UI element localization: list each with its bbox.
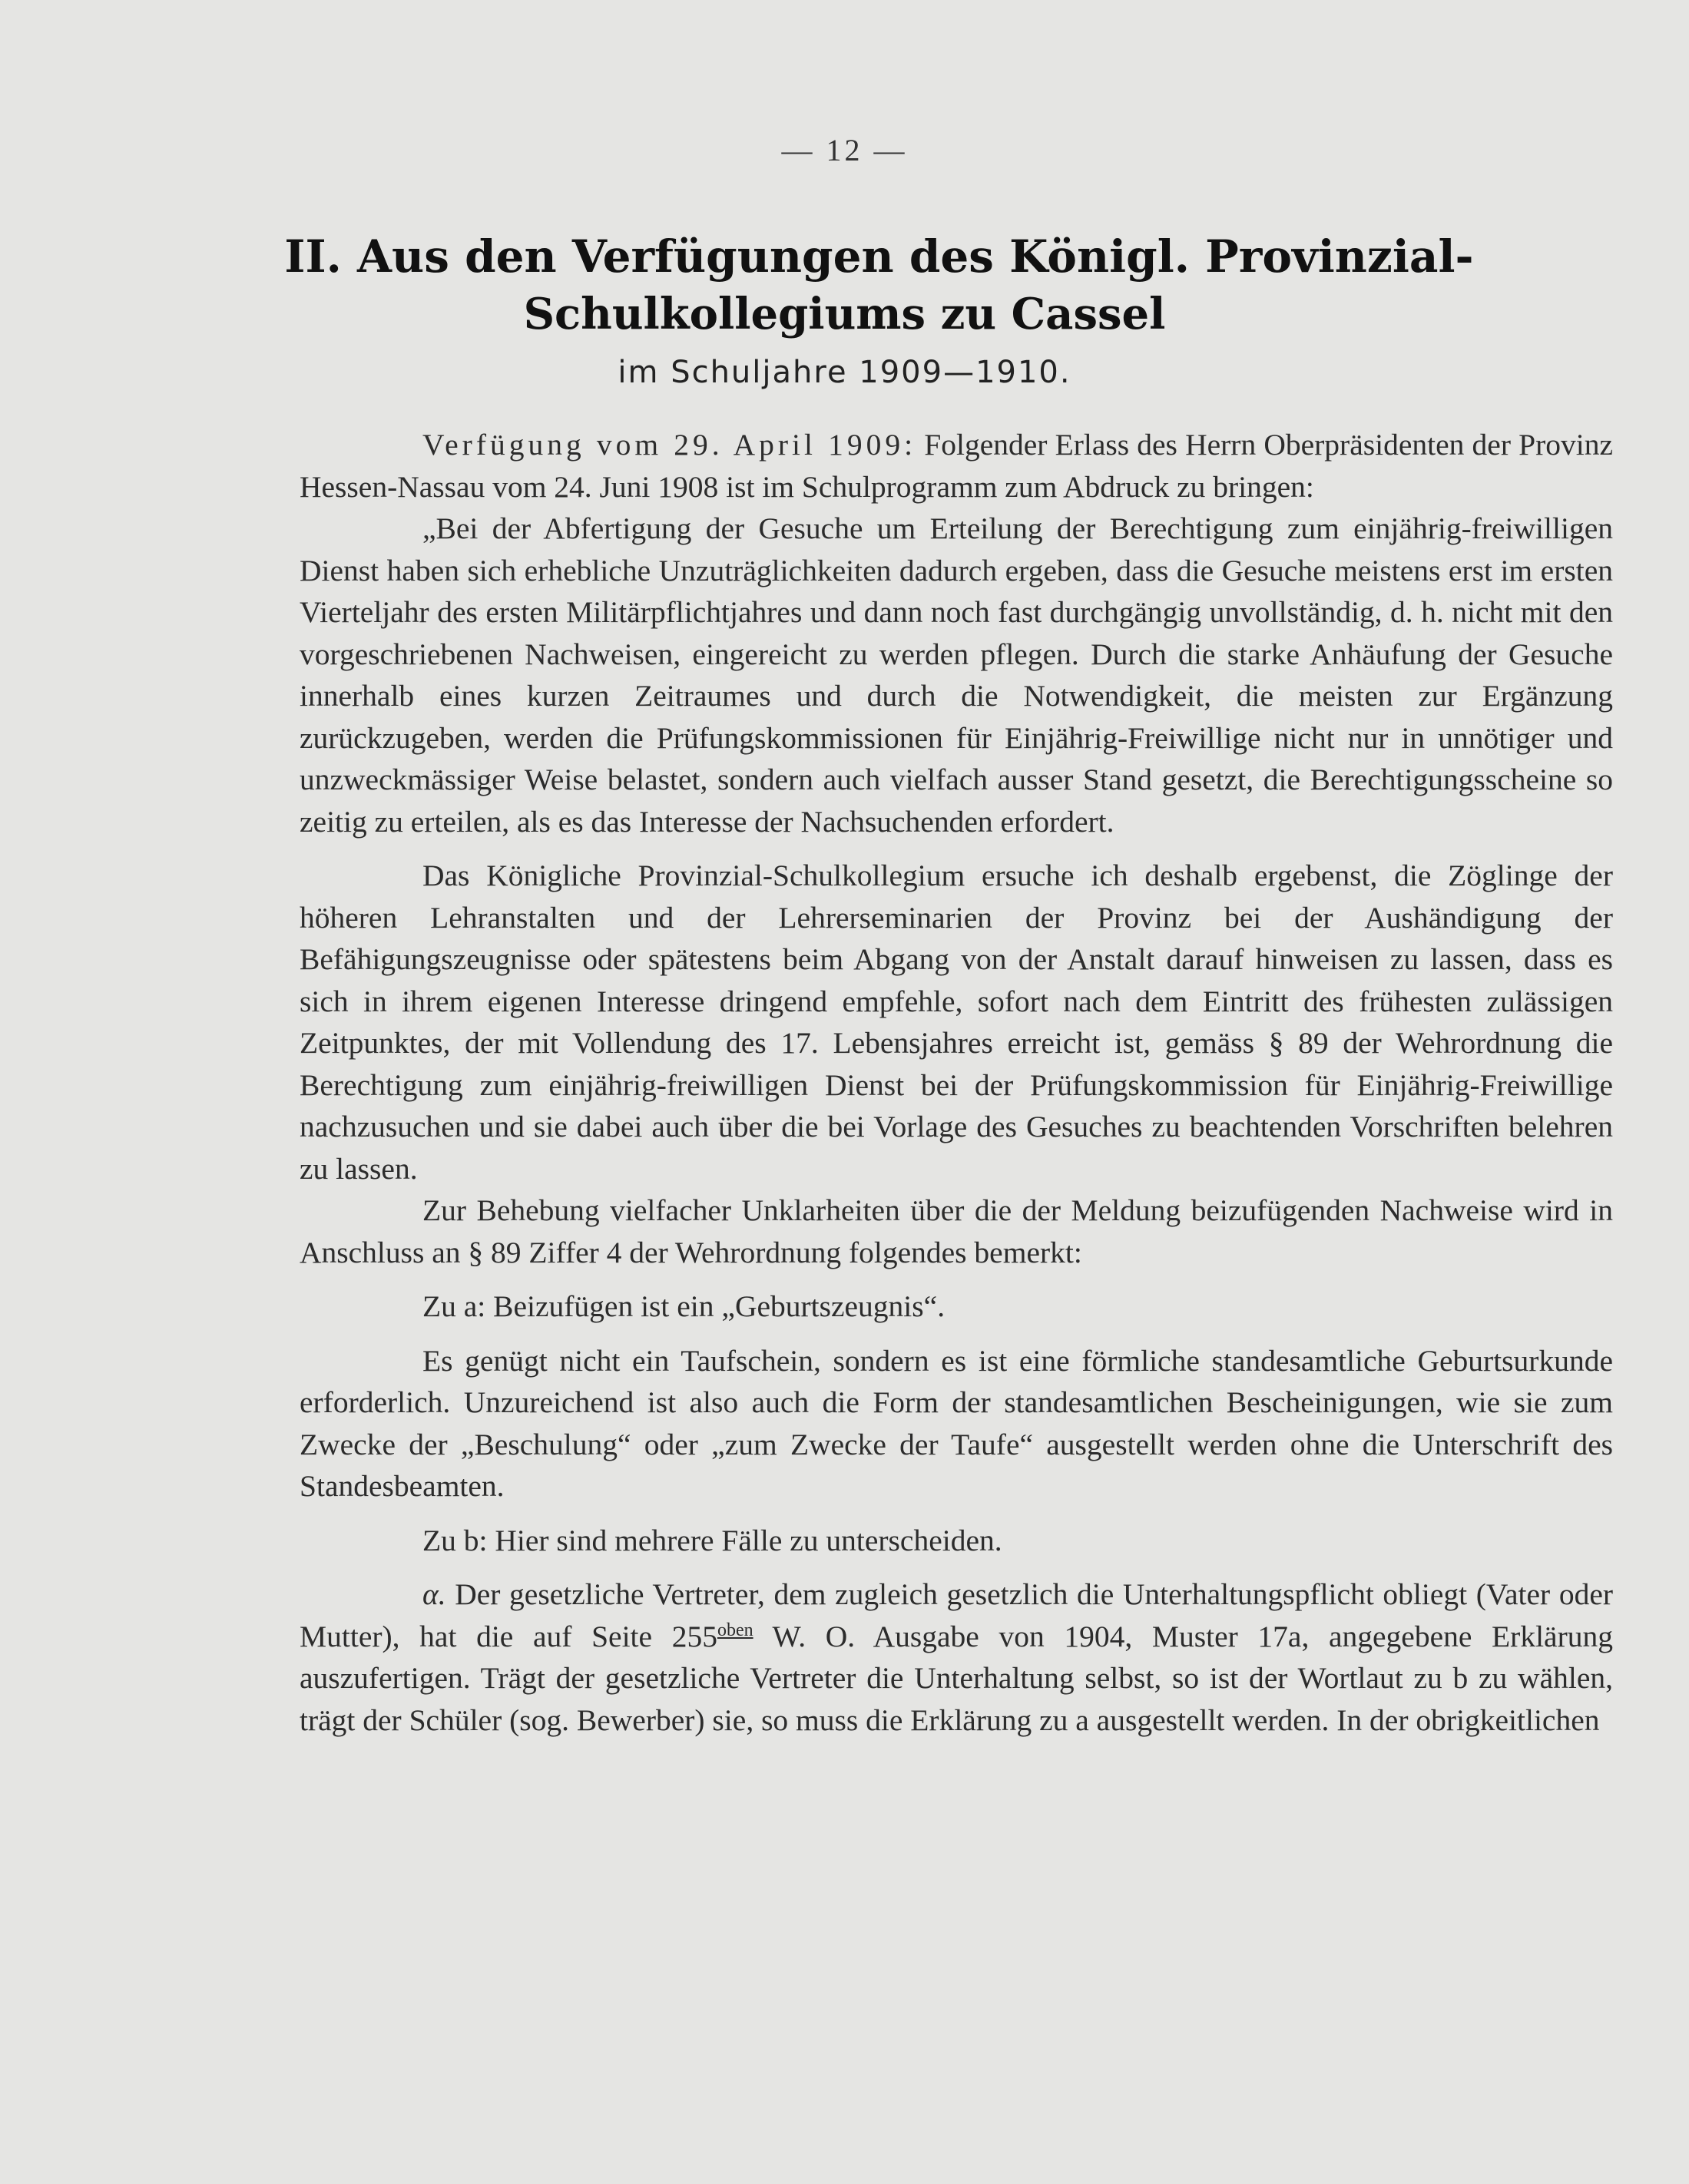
paragraph-zu-b: Zu b: Hier sind mehrere Fälle zu unterscheiden. (422, 1523, 1002, 1557)
superscript-oben: oben (717, 1620, 753, 1640)
paragraph-quote-1: „Bei der Abfertigung der Gesuche um Erteilung der Berechtigung zum einjährig-freiwilligen Dienst haben sich erhebliche Unzuträglichkeiten dadurch ergeben, dass die Gesuche meistens erst im ersten Vierteljahr des ersten Militärpflichtjahres und dann noch fast durchgängig unvollständig, d. h. nicht mit den vorgeschriebenen Nachweisen, eingereicht zu werden pflegen. Durch die starke Anhäufung der Gesuche innerhalb eines kurzen Zeitraumes und durch die Notwendigkeit, die meisten zur Ergänzung zurückzugeben, werden die Prüfungskommissionen für Einjährig-Freiwillige nicht nur in unnötiger und unzweckmässiger Weise belastet, sondern auch vielfach ausser Stand gesetzt, die Berechtigungsscheine so zeitig zu erteilen, als es das Interesse der Nachsuchenden erfordert. (300, 511, 1613, 839)
alpha-text-b: W. O. Ausgabe von 1904, Muster 17a, angegebene Erklärung auszufertigen. Trägt der gesetzliche Vertreter die Unterhaltung selbst, so ist der Wortlaut zu b zu wählen, trägt der Schüler (sog. Bewerber) sie, so muss die Erklärung zu a ausgestellt werden. In der obrigkeitlichen (300, 1619, 1613, 1737)
alpha-text-a: Der gesetzliche Vertreter, dem zugleich gesetzlich die Unterhaltungspflicht obliegt (Vater oder Mutter), hat die auf Seite 255 (300, 1577, 1614, 1653)
paragraph-quote-2: Das Königliche Provinzial-Schulkollegium ersuche ich deshalb ergebenst, die Zöglinge der höheren Lehranstalten und der Lehrerseminarien der Provinz bei der Aushändigung der Befähigungszeugnisse oder spätestens beim Abgang von der Anstalt darauf hinweisen zu lassen, dass es sich in ihrem eigenen Interesse dringend empfehle, sofort nach dem Eintritt des frühesten zulässigen Zeitpunktes, der mit Vollendung des 17. Lebensjahres erreicht ist, gemäss § 89 der Wehrordnung die Berechtigung zum einjährig-freiwilligen Dienst bei der Prüfungskommission für Einjährig-Freiwillige nachzusuchen und sie dabei auch über die bei Vorlage des Gesuches zu beachtenden Vorschriften belehren zu lassen. (300, 859, 1613, 1186)
decree-intro-text: Folgender Erlass des Herrn Oberpräsidenten der Provinz Hessen-Nassau vom 24. Juni 1908 ist im Schulprogramm zum Abdruck zu bringen: (300, 428, 1614, 504)
paragraph-zu-a-detail: Es genügt nicht ein Taufschein, sondern es ist eine förmliche standesamtliche Geburtsurkunde erforderlich. Unzureichend ist also auch die Form der standesamtlichen Bescheinigungen, wie sie zum Zwecke der „Beschulung“ oder „zum Zwecke der Taufe“ ausgestellt werden ohne die Unterschrift des Standesbeamten. (300, 1343, 1613, 1503)
section-title-line-2: Schulkollegiums zu Cassel (523, 289, 1166, 339)
decree-date: Verfügung vom 29. April 1909: (422, 428, 917, 462)
paragraph-alpha (300, 1573, 1613, 1741)
body-text (300, 424, 1613, 1741)
alpha-marker: α. (422, 1577, 446, 1611)
paragraph-quote-3: Zur Behebung vielfacher Unklarheiten über die der Meldung beizufügenden Nachweise wird in Anschluss an § 89 Ziffer 4 der Wehrordnung folgendes bemerkt: (300, 1193, 1613, 1269)
section-subtitle: im Schuljahre 1909—1910. (618, 355, 1071, 390)
page-number: — 12 — (781, 133, 908, 167)
paragraph-zu-a: Zu a: Beizufügen ist ein „Geburtszeugnis“. (422, 1289, 946, 1323)
paragraph-decree-intro (300, 424, 1613, 508)
section-title-line-1: II. Aus den Verfügungen des Königl. Provinzial- (284, 230, 1474, 283)
